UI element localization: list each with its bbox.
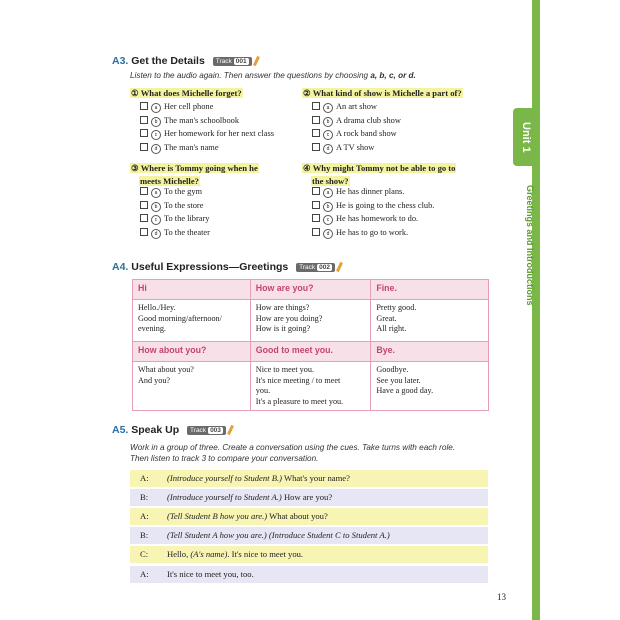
checkbox-icon[interactable] — [312, 129, 320, 137]
speaker-label: A: — [140, 473, 149, 483]
checkbox-icon[interactable] — [140, 143, 148, 151]
a3-question-1: ① What does Michelle forget? — [131, 88, 242, 98]
option-letter: a — [151, 103, 161, 113]
a5-track-badge[interactable]: Track 003 — [187, 426, 226, 435]
conversation-row — [130, 546, 488, 563]
option-text: To the store — [164, 200, 204, 210]
checkbox-icon[interactable] — [312, 143, 320, 151]
option-letter: d — [151, 229, 161, 239]
answer-option[interactable] — [312, 199, 434, 213]
option-letter: d — [323, 144, 333, 154]
line-text: How are you? — [281, 492, 333, 502]
a3-question-4: ④ Why might Tommy not be able to go to the show? — [303, 163, 456, 186]
option-text: An art show — [336, 102, 377, 111]
a3-track-badge[interactable]: Track 001 — [213, 57, 252, 66]
answer-option[interactable] — [140, 185, 202, 199]
expressions-table — [132, 279, 489, 411]
a5-title: Speak Up — [131, 424, 180, 436]
option-letter: d — [323, 229, 333, 239]
answer-option[interactable] — [312, 114, 401, 128]
option-text: The man's schoolbook — [164, 115, 240, 125]
answer-option[interactable] — [312, 226, 408, 240]
option-text: He is going to the chess club. — [336, 200, 435, 210]
speaker-label: A: — [140, 569, 149, 579]
table-cell: Hello./Hey. Good morning/afternoon/ evening. — [133, 300, 251, 342]
checkbox-icon[interactable] — [312, 102, 320, 110]
conversation-row — [130, 489, 488, 506]
a4-heading — [112, 261, 341, 273]
table-cell: What about you? And you? — [133, 362, 251, 411]
answer-option[interactable] — [140, 141, 219, 155]
answer-option[interactable] — [140, 100, 213, 114]
checkbox-icon[interactable] — [140, 201, 148, 209]
table-header-cell: Bye. — [371, 342, 489, 362]
pen-icon — [253, 56, 260, 66]
checkbox-icon[interactable] — [312, 201, 320, 209]
option-text: To the theater — [164, 227, 210, 237]
table-header-cell: Hi — [133, 280, 251, 300]
option-text: He has homework to do. — [336, 214, 419, 224]
a4-number: A4. — [112, 261, 129, 273]
answer-option[interactable] — [312, 141, 374, 155]
speaker-label: A: — [140, 511, 149, 521]
table-cell: Goodbye. See you later. Have a good day. — [371, 362, 489, 411]
option-letter: d — [151, 144, 161, 154]
checkbox-icon[interactable] — [140, 116, 148, 124]
option-text: To the gym — [164, 187, 203, 196]
table-cell: Pretty good. Great. All right. — [371, 300, 489, 342]
option-text: To the library — [164, 214, 210, 224]
a3-instruction: Listen to the audio again. Then answer the questions by choosing a, b, c, or d. — [130, 71, 416, 80]
option-letter: b — [151, 117, 161, 127]
table-header-cell: Good to meet you. — [250, 342, 371, 362]
page-number: 13 — [497, 592, 506, 602]
checkbox-icon[interactable] — [312, 228, 320, 236]
unit-subtitle: Greetings and Introductions — [525, 184, 535, 306]
checkbox-icon[interactable] — [140, 214, 148, 222]
a5-heading — [112, 424, 232, 436]
checkbox-icon[interactable] — [140, 102, 148, 110]
speaker-label: B: — [140, 492, 149, 502]
table-cell: Nice to meet you. It's nice meeting / to meet you. It's a pleasure to meet you. — [250, 362, 371, 411]
option-letter: c — [323, 215, 333, 225]
checkbox-icon[interactable] — [140, 187, 148, 195]
table-header-cell: How about you? — [133, 342, 251, 362]
answer-option[interactable] — [140, 226, 210, 240]
unit-label: Unit 1 — [520, 121, 532, 153]
option-text: He has dinner plans. — [336, 187, 405, 196]
answer-option[interactable] — [312, 212, 418, 226]
conversation-row — [130, 470, 488, 487]
option-letter: b — [323, 117, 333, 127]
option-letter: a — [323, 188, 333, 198]
line-text: What about you? — [267, 511, 328, 521]
answer-option[interactable] — [140, 114, 239, 128]
option-text: Her cell phone — [164, 102, 214, 111]
a3-question-2: ② What kind of show is Michelle a part of? — [303, 88, 462, 98]
a3-question-3: ③ Where is Tommy going when he meets Michelle? — [131, 163, 258, 186]
checkbox-icon[interactable] — [140, 228, 148, 236]
speaker-label: C: — [140, 549, 149, 559]
option-letter: b — [323, 202, 333, 212]
answer-option[interactable] — [140, 199, 203, 213]
line-text: What's your name? — [281, 473, 350, 483]
pen-icon — [336, 262, 343, 272]
pen-icon — [227, 425, 234, 435]
option-text: The man's name — [164, 142, 219, 152]
line-text: It's nice to meet you, too. — [167, 569, 254, 579]
speaker-label: B: — [140, 530, 149, 540]
table-header-cell: Fine. — [371, 280, 489, 300]
option-text: He has to go to work. — [336, 227, 409, 237]
answer-option[interactable] — [140, 212, 209, 226]
option-text: A rock band show — [336, 129, 397, 139]
option-text: Her homework for her next class — [164, 129, 274, 139]
checkbox-icon[interactable] — [312, 214, 320, 222]
table-header-cell: How are you? — [250, 280, 371, 300]
a5-number: A5. — [112, 424, 129, 436]
line-text: Hello, — [167, 549, 191, 559]
option-text: A TV show — [336, 142, 375, 152]
a4-track-badge[interactable]: Track 002 — [296, 263, 335, 272]
option-text: A drama club show — [336, 115, 401, 125]
cue-text: (A's name) — [190, 549, 228, 559]
option-letter: b — [151, 202, 161, 212]
a4-title: Useful Expressions—Greetings — [131, 261, 289, 273]
answer-option[interactable] — [312, 127, 397, 141]
option-letter: a — [151, 188, 161, 198]
cue-text: (Introduce yourself to Student A.) — [167, 492, 282, 502]
cue-text: (Introduce yourself to Student B.) — [167, 473, 282, 483]
answer-option[interactable] — [312, 100, 377, 114]
conversation-row — [130, 508, 488, 525]
conversation-row — [130, 527, 488, 544]
cue-text: (Tell Student A how you are.) (Introduce Student C to Student A.) — [167, 530, 390, 540]
a3-title: Get the Details — [131, 55, 205, 67]
a3-number: A3. — [112, 55, 129, 67]
checkbox-icon[interactable] — [312, 187, 320, 195]
line-text: . It's nice to meet you. — [227, 549, 304, 559]
option-letter: c — [151, 215, 161, 225]
checkbox-icon[interactable] — [140, 129, 148, 137]
cue-text: (Tell Student B how you are.) — [167, 511, 268, 521]
answer-option[interactable] — [140, 127, 274, 141]
a3-heading — [112, 55, 258, 67]
answer-option[interactable] — [312, 185, 404, 199]
option-letter: a — [323, 103, 333, 113]
checkbox-icon[interactable] — [312, 116, 320, 124]
option-letter: c — [323, 130, 333, 140]
table-cell: How are things? How are you doing? How is it going? — [250, 300, 371, 342]
option-letter: c — [151, 130, 161, 140]
conversation-row — [130, 566, 488, 583]
a5-instruction: Work in a group of three. Create a conversation using the cues. Take turns with each role. Then listen to track 3 to compare your conversation. — [130, 443, 456, 463]
